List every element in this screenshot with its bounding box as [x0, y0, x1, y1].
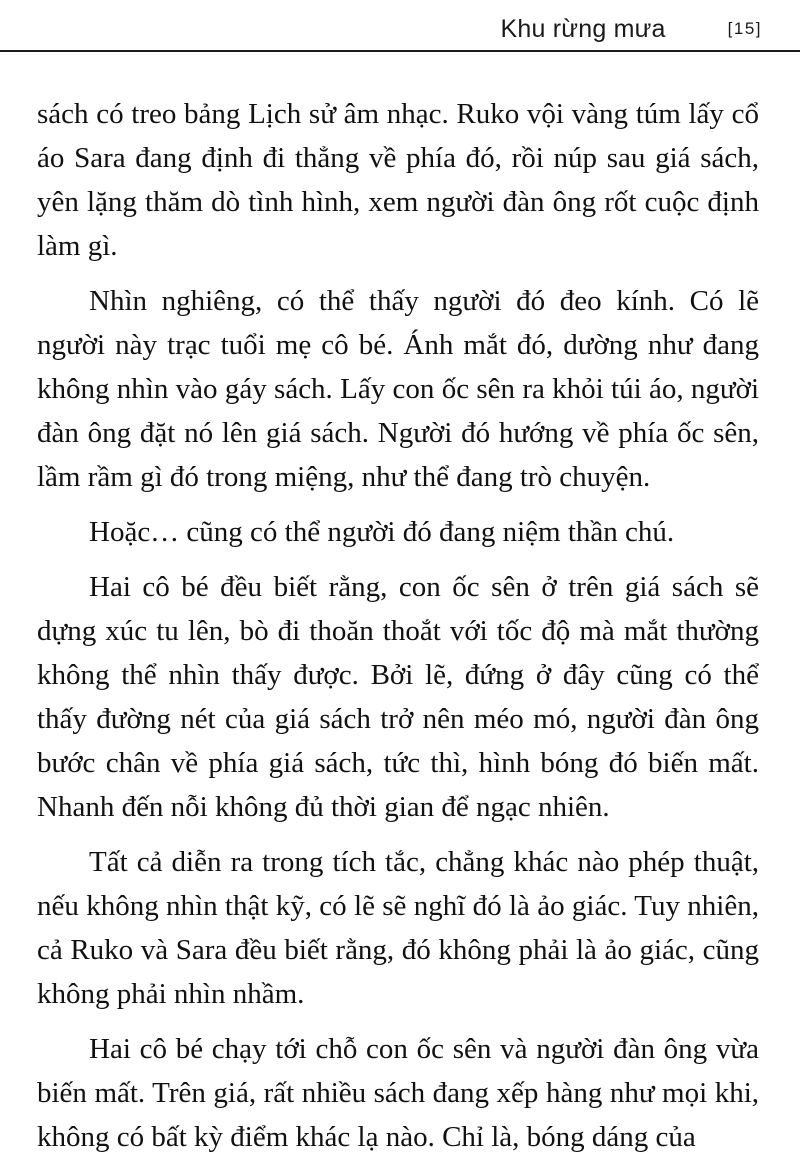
- paragraph: Hoặc… cũng có thể người đó đang niệm thần chú.: [89, 516, 675, 548]
- paragraph: Nhìn nghiêng, có thể thấy người đó đeo kính. Có lẽ người này trạc tuổi mẹ cô bé. Ánh mắt đó, dường như đang không nhìn vào gáy sách. Lấy con ốc sên ra khỏi túi áo, người đàn ông đặt nó lên giá sách. Người đó hướng về phía ốc sên, lầm rầm gì đó trong miệng, như thể đang trò chuyện.: [37, 285, 759, 493]
- chapter-title: Khu rừng mưa: [500, 14, 666, 43]
- running-header: [501, 12, 762, 46]
- header-divider: [0, 50, 800, 52]
- page-number: [15]: [727, 19, 762, 38]
- paragraph: Hai cô bé đều biết rằng, con ốc sên ở trên giá sách sẽ dựng xúc tu lên, bò đi thoăn thoắt với tốc độ mà mắt thường không thể nhìn thấy được. Bởi lẽ, đứng ở đây cũng có thể thấy đường nét của giá sách trở nên méo mó, người đàn ông bước chân về phía giá sách, tức thì, hình bóng đó biến mất. Nhanh đến nỗi không đủ thời gian để ngạc nhiên.: [37, 571, 759, 823]
- paragraph: Hai cô bé chạy tới chỗ con ốc sên và người đàn ông vừa biến mất. Trên giá, rất nhiều sách đang xếp hàng như mọi khi, không có bất kỳ điểm khác lạ nào. Chỉ là, bóng dáng của: [37, 1033, 759, 1153]
- paragraph: sách có treo bảng Lịch sử âm nhạc. Ruko vội vàng túm lấy cổ áo Sara đang định đi thẳng về phía đó, rồi núp sau giá sách, yên lặng thăm dò tình hình, xem người đàn ông rốt cuộc định làm gì.: [37, 98, 759, 262]
- body-text: [37, 92, 759, 1170]
- paragraph: Tất cả diễn ra trong tích tắc, chẳng khác nào phép thuật, nếu không nhìn thật kỹ, có lẽ sẽ nghĩ đó là ảo giác. Tuy nhiên, cả Ruko và Sara đều biết rằng, đó không phải là ảo giác, cũng không phải nhìn nhầm.: [37, 846, 759, 1010]
